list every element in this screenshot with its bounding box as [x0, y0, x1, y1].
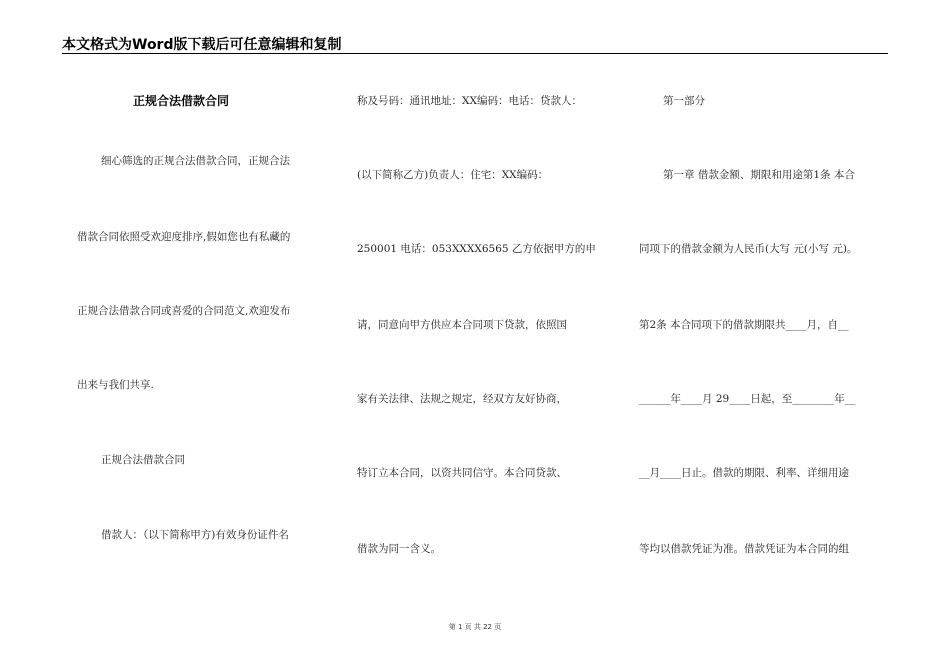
text-line: 第一章 借款金额、期限和用途第1条 本合 — [663, 169, 855, 181]
part-heading: 第一部分 — [663, 95, 705, 107]
text-line: 请，同意向甲方供应本合同项下贷款，依照国 — [357, 319, 567, 331]
text-line: 借款合同依照受欢迎度排序,假如您也有私藏的 — [77, 231, 291, 243]
text-line: 250001 电话：053XXXX6565 乙方依据甲方的申 — [357, 243, 596, 255]
text-line: 等均以借款凭证为准。借款凭证为本合同的组 — [639, 543, 849, 555]
section-heading: 正规合法借款合同 — [101, 454, 185, 466]
text-line: ______年____月 29____日起，至________年__ — [639, 393, 856, 405]
document-title: 正规合法借款合同 — [133, 94, 230, 108]
page-number: 第 1 页 共 22 页 — [448, 623, 502, 631]
text-line: 家有关法律、法规之规定，经双方友好协商， — [357, 393, 567, 405]
text-line: 第2条 本合同项下的借款期限共____月，自__ — [639, 319, 849, 331]
text-line: 正规合法借款合同或喜爱的合同范文,欢迎发布 — [77, 305, 291, 317]
text-line: 细心筛选的正规合法借款合同，正规合法 — [101, 155, 290, 167]
text-line: __月____日止。借款的期限、利率、详细用途 — [639, 467, 849, 479]
document-header-title: 本文格式为Word版下载后可任意编辑和复制 — [62, 37, 342, 53]
text-line: 出来与我们共享. — [77, 379, 154, 391]
text-line: 称及号码：通讯地址：XX编码：电话：贷款人： — [357, 95, 582, 107]
header-divider — [62, 53, 888, 54]
text-line: 同项下的借款金额为人民币(大写 元(小写 元)。 — [639, 243, 858, 255]
text-line: 借款人：（以下简称甲方)有效身份证件名 — [101, 529, 289, 541]
text-line: 借款为同一含义。 — [357, 543, 441, 555]
text-line: (以下简称乙方)负责人：住宅：XX编码： — [357, 169, 549, 181]
text-line: 特订立本合同，以资共同信守。本合同贷款、 — [357, 467, 567, 479]
